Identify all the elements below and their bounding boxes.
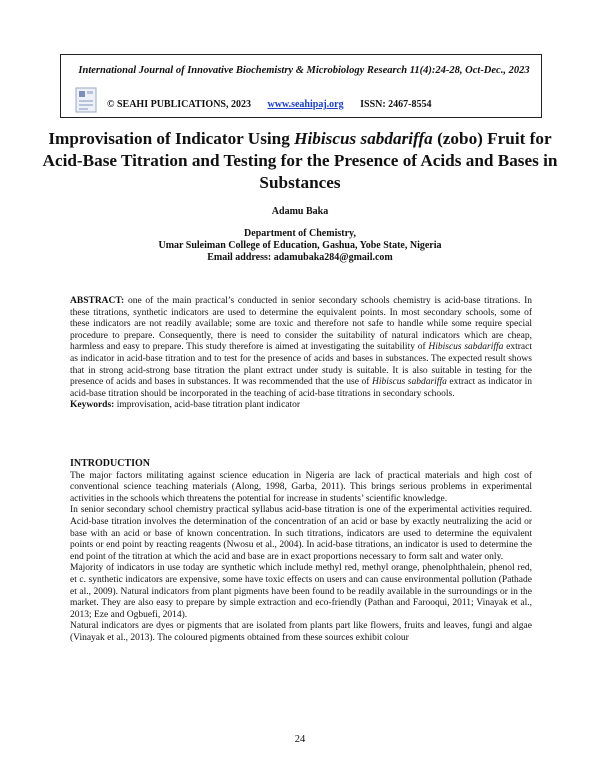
intro-paragraph: In senior secondary school chemistry practical syllabus acid-base titration is one of the experimental activities required. Acid-base titration involves the determination of the concentration of an acid or base by exactly neutralizing the acid or base with an acid or base of known concentration. In such titrations, indicators are used to determine the equivalent points or end point by reacting reagents (Nwosu et al., 2004). In acid-base titrations, an indicator is used to determine the end point of the titration at which the acid and base are in exact proportions necessary to form salt and water only.: [70, 505, 532, 562]
journal-citation: International Journal of Innovative Biochemistry & Microbiology Research 11(4):24-28, Oct-Dec., 2023: [78, 65, 530, 76]
email-address: Email address: adamubaka284@gmail.com: [207, 252, 393, 263]
introduction-heading: INTRODUCTION: [70, 458, 151, 469]
seahi-logo-icon: [75, 87, 97, 113]
keywords: Keywords: improvisation, acid-base titration plant indicator: [70, 400, 301, 411]
publisher-name: © SEAHI PUBLICATIONS, 2023: [107, 99, 251, 110]
intro-paragraph: Natural indicators are dyes or pigments that are isolated from plants part like flowers, fruits and leaves, fungi and algae (Vinayak et al., 2013). The coloured pigments obtained from these sources exhibit colour: [70, 621, 532, 643]
keywords-label: Keywords:: [70, 400, 115, 411]
author-name: Adamu Baka: [271, 206, 329, 217]
title-species: Hibiscus sabdariffa: [294, 129, 433, 148]
intro-paragraph: Majority of indicators in use today are synthetic which include methyl red, methyl orange, phenolphthalein, phenol red, et c. synthetic indicators are expensive, some have toxic effects on users and can cause environmental pollution (Pathade et al., 2009). Natural indicators from plant pigments have been found to be readily available in the surroundings or in the market. They are also easy to prepare by simple extraction and eco-friendly (Pathan and Farooqui, 2011; Vinayak et al., 2013; Eze and Ogbuefi, 2014).: [70, 563, 532, 620]
introduction-section: [70, 458, 532, 645]
paper-title: Improvisation of Indicator Using Hibiscus sabdariffa (zobo) Fruit for Acid-Base Titration and Testing for the Presence of Acids and Bases in Substances: [42, 129, 558, 192]
journal-header-box: [60, 54, 542, 118]
abstract-label: ABSTRACT:: [70, 296, 125, 306]
department: Department of Chemistry,: [244, 228, 356, 239]
page-number: 24: [294, 734, 306, 745]
abstract-section: [70, 296, 532, 412]
publisher-line: [107, 99, 432, 110]
intro-paragraph: The major factors militating against science education in Nigeria are lack of practical materials and high cost of conventional science teaching materials (Along, 1998, Garba, 2011). This brings serious problems in experimental activities in the schools which threatens the potential for increase in students’ scientific knowledge.: [70, 470, 532, 504]
abstract-text: ABSTRACT: one of the main practical’s conducted in senior secondary schools chemistry is acid-base titrations. In these titrations, synthetic indicators are used to determine the equivalent points. In most secondary schools, some of these indicators are not readily available; some are toxic and therefore not safe to handle while some require special procedure to prepare. Consequently, there is need to consider the suitability of natural indicators which are cheap, harmless and easy to prepare. This study therefore is aimed at investigating the suitability of Hibiscus sabdariffa extract as indicator in acid-base titration and to test for the presence of acids and bases in substances. The expected result shows that in strong acid-strong base titration the plant extract under study is suitable. It is also suitable in testing for the presence of acids and bases in substances. It was recommended that the use of Hibiscus sabdariffa extract as indicator in acid-base titration should be incorporated in the teaching of acid-base titrations in secondary schools.: [70, 296, 533, 399]
college: Umar Suleiman College of Education, Gashua, Yobe State, Nigeria: [158, 240, 442, 251]
author-affiliation: [0, 228, 600, 264]
issn-number: ISSN: 2467-8554: [360, 99, 432, 110]
journal-website-link[interactable]: www.seahipaj.org: [267, 99, 344, 110]
